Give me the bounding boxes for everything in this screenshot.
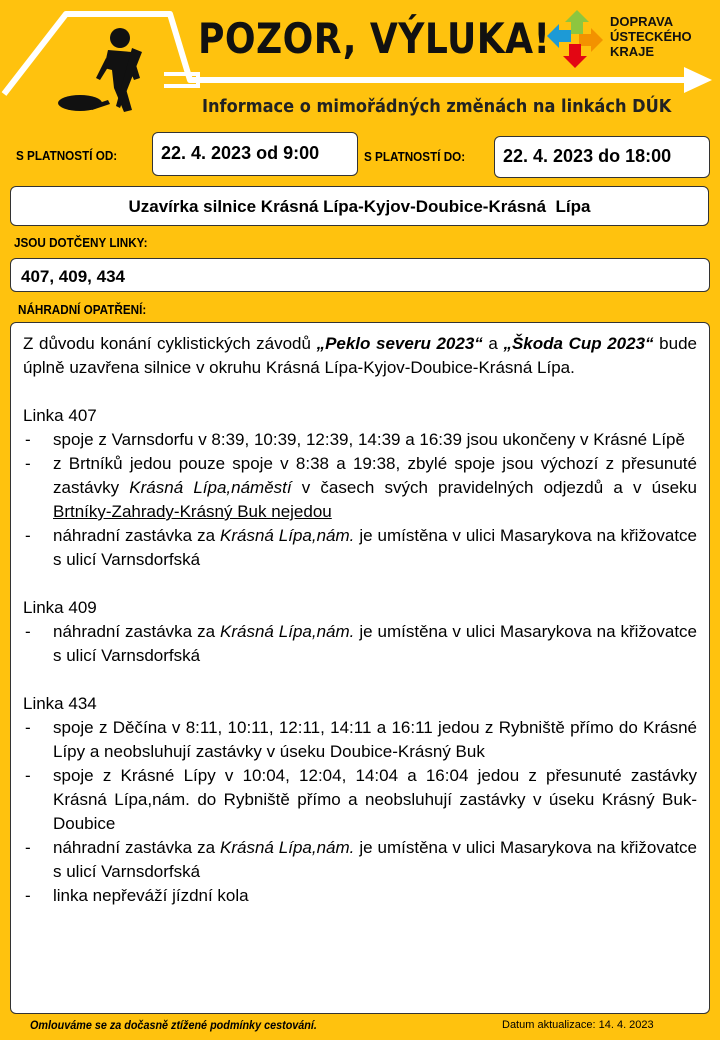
item-text: je umístěna v ulici Masarykova na křižovatce s ulicí Varnsdorfská [53, 838, 697, 881]
stop-name: Krásná Lípa,nám. [219, 622, 355, 641]
alert-title: POZOR, VÝLUKA! [198, 14, 551, 63]
list-item [23, 620, 697, 668]
affected-lines-box [10, 258, 710, 292]
dash: - [25, 622, 31, 641]
race-name: „Peklo severu 2023“ [316, 334, 483, 353]
footer-apology: Omlouváme se za dočasně ztížené podmínky cestování. [30, 1018, 317, 1032]
dash: - [25, 430, 31, 449]
item-text: spoje z Děčína v 8:11, 10:11, 12:11, 14:11 a 16:11 jedou z Rybniště přímo do Krásné Lípy a neobsluhují zastávky v úseku Doubice-Krásný Buk [53, 718, 697, 761]
measures-box [10, 322, 710, 1014]
closure-title-box [10, 186, 709, 226]
dash: - [25, 718, 31, 737]
valid-to-box [494, 136, 710, 178]
item-text: náhradní zastávka za [53, 838, 220, 857]
item-text: spoje z Varnsdorfu v 8:39, 10:39, 12:39, 14:39 a 16:39 jsou ukončeny v Krásné Lípě [53, 430, 685, 449]
logo-line-2: ÚSTECKÉHO [610, 29, 692, 44]
item-text: linka nepřeváží jízdní kola [53, 886, 249, 905]
affected-lines-label: JSOU DOTČENY LINKY: [14, 235, 148, 250]
intro-text: a [482, 334, 504, 353]
item-text: náhradní zastávka za [53, 622, 220, 641]
arrow-head-icon [684, 67, 712, 93]
valid-from-box [152, 132, 358, 176]
valid-from-label: S PLATNOSTÍ OD: [16, 148, 118, 163]
item-text: je umístěna v ulici Masarykova na křižovatce s ulicí Varnsdorfská [53, 526, 697, 569]
measures-label: NÁHRADNÍ OPATŘENÍ: [18, 302, 147, 317]
race-name: „Škoda Cup 2023“ [503, 334, 654, 353]
affected-lines-value: 407, 409, 434 [21, 267, 125, 286]
logo-text [610, 14, 692, 59]
list-item [23, 524, 697, 572]
item-text: náhradní zastávka za [53, 526, 220, 545]
roadworker-icon [58, 28, 142, 112]
header-banner [0, 0, 720, 130]
line-409-heading: Linka 409 [23, 598, 97, 617]
item-text: spoje z Krásné Lípy v 10:04, 12:04, 14:04 a 16:04 jedou z přesunuté zastávky Krásná Lípa,nám. do Rybniště přímo a neobsluhují zastávky v úseku Krásný Buk-Doubice [53, 766, 697, 833]
valid-to-label: S PLATNOSTÍ DO: [364, 149, 466, 164]
list-item [23, 836, 697, 884]
list-item [23, 884, 697, 908]
item-text: v časech svých pravidelných odjezdů a v úseku [291, 478, 697, 497]
duk-logo-icon [547, 10, 603, 68]
item-text: z Brtníků jedou pouze spoje v 8:38 a 19:38, zbylé spoje jsou výchozí z přesunuté zastávky [53, 454, 697, 497]
dash: - [25, 526, 31, 545]
underlined-section: Brtníky-Zahrady-Krásný Buk nejedou [53, 502, 332, 521]
header-subtitle: Informace o mimořádných změnách na linkách DÚK [202, 96, 672, 117]
valid-to-value: 22. 4. 2023 do 18:00 [503, 146, 672, 166]
footer-update-date: Datum aktualizace: 14. 4. 2023 [502, 1019, 654, 1031]
stop-name: Krásná Lípa,nám. [219, 838, 355, 857]
logo-line-1: DOPRAVA [610, 14, 674, 29]
stop-name: Krásná Lípa,náměstí [129, 478, 292, 497]
intro-text: Z důvodu konání cyklistických závodů [23, 334, 317, 353]
stop-name: Krásná Lípa,nám. [219, 526, 355, 545]
dash: - [25, 838, 31, 857]
intro-paragraph [23, 332, 697, 380]
list-item [23, 764, 697, 836]
list-item [23, 452, 697, 524]
logo-line-3: KRAJE [610, 44, 655, 59]
intro-text: bude úplně uzavřena silnice v okruhu Krásná Lípa-Kyjov-Doubice-Krásná Lípa. [23, 334, 697, 377]
dash: - [25, 886, 31, 905]
list-item [23, 716, 697, 764]
dash: - [25, 454, 31, 473]
list-item [23, 428, 697, 452]
valid-from-value: 22. 4. 2023 od 9:00 [161, 143, 320, 163]
item-text: je umístěna v ulici Masarykova na křižovatce s ulicí Varnsdorfská [53, 622, 697, 665]
dash: - [25, 766, 31, 785]
line-434-heading: Linka 434 [23, 694, 97, 713]
line-407-heading: Linka 407 [23, 406, 97, 425]
closure-title: Uzavírka silnice Krásná Lípa-Kyjov-Doubice-Krásná Lípa [128, 197, 591, 216]
